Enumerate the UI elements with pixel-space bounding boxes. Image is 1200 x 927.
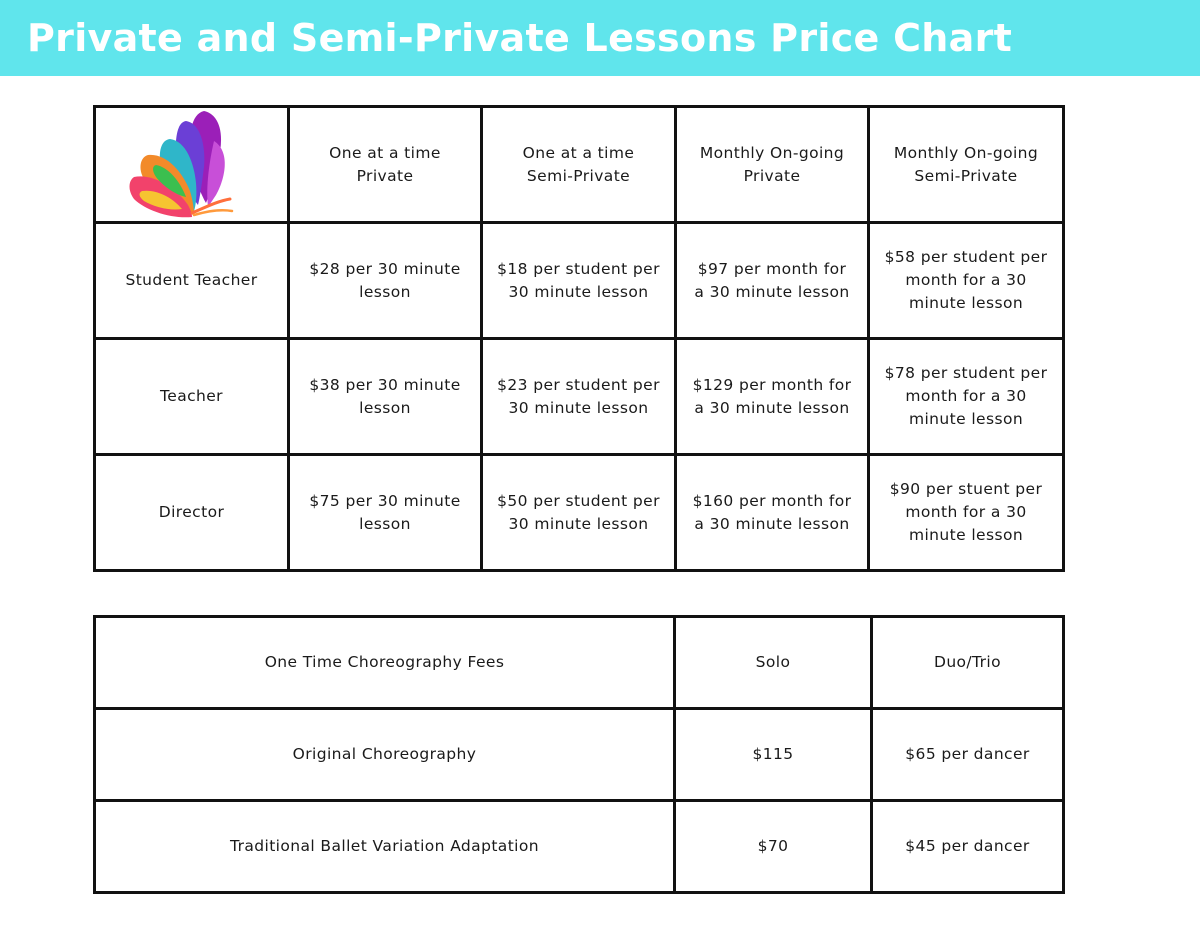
- title-banner: [0, 0, 1200, 76]
- butterfly-logo-icon: [126, 111, 236, 219]
- header-monthly-private: Monthly On-going Private: [676, 107, 869, 223]
- fees-header-row: [95, 617, 1064, 709]
- fee-cell: $45 per dancer: [872, 801, 1064, 893]
- price-cell: $75 per 30 minute lesson: [289, 455, 482, 571]
- header-duo-trio: Duo/Trio: [872, 617, 1064, 709]
- price-cell: $58 per student per month for a 30 minute lesson: [869, 223, 1064, 339]
- header-one-time-semi-private: One at a time Semi-Private: [482, 107, 676, 223]
- header-one-time-private: One at a time Private: [289, 107, 482, 223]
- price-cell: $18 per student per 30 minute lesson: [482, 223, 676, 339]
- choreography-fees-table: [93, 615, 1065, 894]
- lessons-price-table: [93, 105, 1065, 572]
- price-cell: $23 per student per 30 minute lesson: [482, 339, 676, 455]
- page-title: Private and Semi-Private Lessons Price Chart: [27, 16, 1013, 60]
- fee-cell: $65 per dancer: [872, 709, 1064, 801]
- fee-cell: $70: [675, 801, 872, 893]
- price-cell: $38 per 30 minute lesson: [289, 339, 482, 455]
- row-label: Student Teacher: [95, 223, 289, 339]
- price-cell: $90 per stuent per month for a 30 minute lesson: [869, 455, 1064, 571]
- price-cell: $97 per month for a 30 minute lesson: [676, 223, 869, 339]
- table-row: [95, 223, 1064, 339]
- logo-cell: [95, 107, 289, 223]
- price-cell: $129 per month for a 30 minute lesson: [676, 339, 869, 455]
- price-cell: $50 per student per 30 minute lesson: [482, 455, 676, 571]
- table-row: [95, 339, 1064, 455]
- fee-label: Original Choreography: [95, 709, 675, 801]
- fee-label: Traditional Ballet Variation Adaptation: [95, 801, 675, 893]
- header-choreography-fees: One Time Choreography Fees: [95, 617, 675, 709]
- fee-cell: $115: [675, 709, 872, 801]
- row-label: Teacher: [95, 339, 289, 455]
- price-cell: $28 per 30 minute lesson: [289, 223, 482, 339]
- header-monthly-semi-private: Monthly On-going Semi-Private: [869, 107, 1064, 223]
- table-row: [95, 709, 1064, 801]
- table-row: [95, 455, 1064, 571]
- table-header-row: [95, 107, 1064, 223]
- row-label: Director: [95, 455, 289, 571]
- price-cell: $78 per student per month for a 30 minute lesson: [869, 339, 1064, 455]
- header-solo: Solo: [675, 617, 872, 709]
- price-cell: $160 per month for a 30 minute lesson: [676, 455, 869, 571]
- table-row: [95, 801, 1064, 893]
